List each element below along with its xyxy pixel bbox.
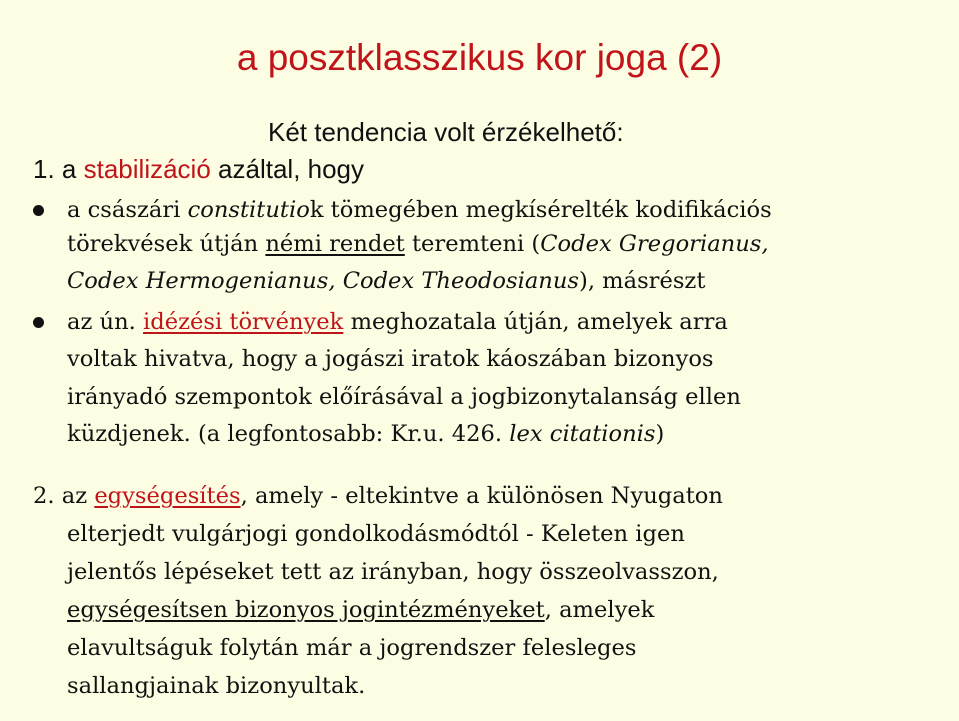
item-2-line-2: elterjedt vulgárjogi gondolkodásmódtól - Keleten igen	[67, 521, 685, 547]
bullet-2-l4-b: )	[655, 421, 665, 447]
bullet-2-l1-a: az ún.	[67, 309, 136, 335]
bullet-1-l1-italic: constitutio	[187, 197, 310, 223]
bullet-2-line-2: voltak hivatva, hogy a jogászi iratok káoszában bizonyos	[67, 346, 714, 372]
bullet-2-line-3: irányadó szempontok előírásával a jogbizonytalanság ellen	[67, 384, 741, 410]
item-1-number: 1.	[33, 154, 55, 184]
item-2-line-6: sallangjainak bizonyultak.	[67, 673, 366, 699]
item-2-l4-b: , amelyek	[544, 597, 655, 623]
bullet-2-dot	[33, 317, 44, 328]
bullet-1-l3-b: ), másrészt	[579, 268, 706, 294]
bullet-1-l2-a: törekvések útján	[67, 231, 259, 257]
item-1-lead-b: azáltal, hogy	[218, 154, 365, 184]
bullet-1-l1-a: a császári	[67, 197, 181, 223]
item-2-line-4	[67, 593, 654, 627]
bullet-1-l1-b: k tömegében megkísérelték kodifikációs	[309, 197, 772, 223]
bullet-1-l2-underlined: némi rendet	[265, 231, 405, 257]
intro-line: Két tendencia volt érzékelhető:	[268, 117, 624, 147]
item-1-lead	[33, 152, 364, 186]
bullet-1-l2-b: teremteni (	[411, 231, 541, 257]
bullet-1-l2-italic: Codex Gregorianus,	[540, 231, 769, 257]
item-2-line-3: jelentős lépéseket tett az irányban, hogy összeolvasszon,	[67, 559, 719, 585]
bullet-1-line-3	[67, 264, 705, 298]
bullet-1-dot	[33, 205, 44, 216]
bullet-2-l4-a: küzdjenek. (a legfontosabb: Kr.u. 426.	[67, 421, 503, 447]
bullet-2-keyword: idézési törvények	[143, 309, 344, 335]
item-2-keyword: egységesítés	[94, 483, 241, 509]
item-2-l4-underlined: egységesítsen bizonyos jogintézményeket	[67, 597, 545, 623]
bullet-1-line-1	[67, 193, 772, 227]
item-1-keyword: stabilizáció	[83, 154, 211, 184]
item-2-l1-a: 2. az	[33, 483, 88, 509]
bullet-1-line-2	[67, 227, 769, 261]
item-2-l1-b: , amely - eltekintve a különösen Nyugaton	[240, 483, 723, 509]
bullet-2-l1-b: meghozatala útján, amelyek arra	[350, 309, 728, 335]
slide-title: a posztklasszikus kor joga (2)	[236, 37, 723, 78]
bullet-2-line-1	[67, 305, 728, 339]
item-2-line-1	[33, 479, 723, 513]
bullet-2-l4-italic: lex citationis	[509, 421, 656, 447]
bullet-1-l3-italic: Codex Hermogenianus, Codex Theodosianus	[67, 268, 579, 294]
bullet-2-line-4	[67, 417, 664, 451]
item-1-lead-a: a	[61, 154, 77, 184]
item-2-line-5: elavultságuk folytán már a jogrendszer felesleges	[67, 635, 637, 661]
